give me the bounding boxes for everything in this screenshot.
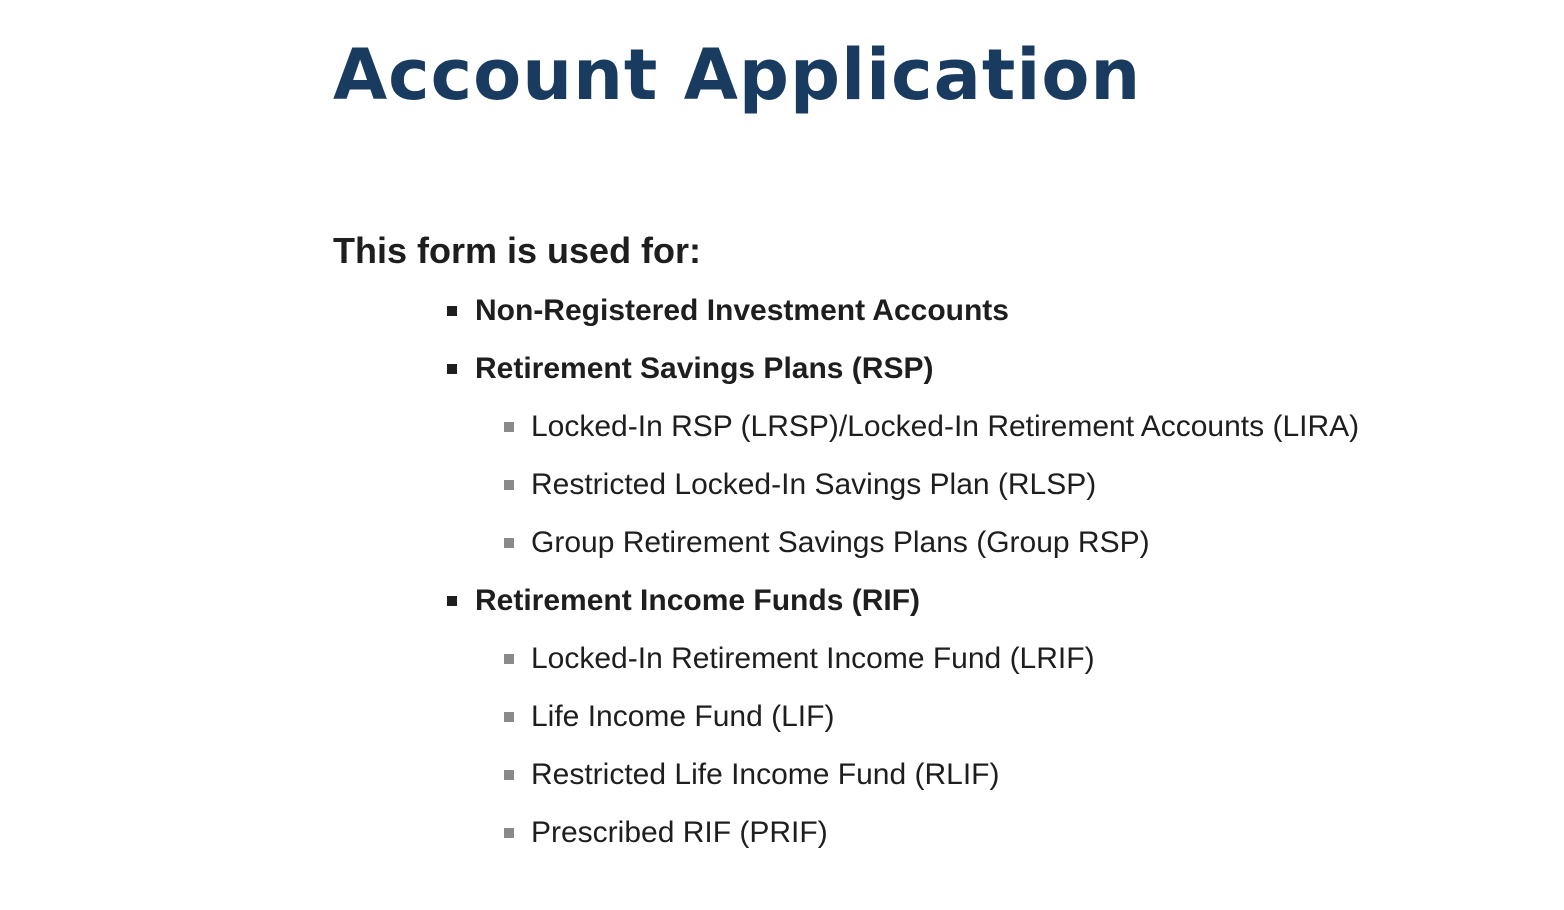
square-bullet-icon xyxy=(504,828,514,838)
sub-item-label: Life Income Fund (LIF) xyxy=(531,700,835,733)
list-item-non-registered xyxy=(447,282,1009,340)
sub-item-lrif xyxy=(504,630,1095,688)
sub-item-rlif xyxy=(504,746,1000,804)
square-bullet-icon xyxy=(504,654,514,664)
square-bullet-icon xyxy=(504,480,514,490)
square-bullet-icon xyxy=(447,306,457,316)
sub-item-group-rsp xyxy=(504,514,1150,572)
sub-item-label: Locked-In RSP (LRSP)/Locked-In Retirement Accounts (LIRA) xyxy=(531,410,1360,443)
intro-heading: This form is used for: xyxy=(333,230,702,271)
square-bullet-icon xyxy=(447,364,457,374)
page-title: Account Application xyxy=(333,34,1142,116)
square-bullet-icon xyxy=(504,770,514,780)
sub-item-prif xyxy=(504,804,828,862)
sub-item-lrsp-lira xyxy=(504,398,1359,456)
square-bullet-icon xyxy=(504,422,514,432)
sub-item-label: Restricted Life Income Fund (RLIF) xyxy=(531,758,1000,791)
sub-item-label: Locked-In Retirement Income Fund (LRIF) xyxy=(531,642,1095,675)
sub-item-lif xyxy=(504,688,834,746)
sub-item-label: Prescribed RIF (PRIF) xyxy=(531,816,828,849)
list-item-rif xyxy=(447,572,920,630)
square-bullet-icon xyxy=(447,596,457,606)
list-item-label: Retirement Savings Plans (RSP) xyxy=(475,352,934,385)
sub-item-label: Group Retirement Savings Plans (Group RSP) xyxy=(531,526,1150,559)
square-bullet-icon xyxy=(504,538,514,548)
sub-item-label: Restricted Locked-In Savings Plan (RLSP) xyxy=(531,468,1097,501)
sub-item-rlsp xyxy=(504,456,1096,514)
list-item-label: Non-Registered Investment Accounts xyxy=(475,294,1009,327)
list-item-label: Retirement Income Funds (RIF) xyxy=(475,584,921,617)
list-item-rsp xyxy=(447,340,933,398)
square-bullet-icon xyxy=(504,712,514,722)
